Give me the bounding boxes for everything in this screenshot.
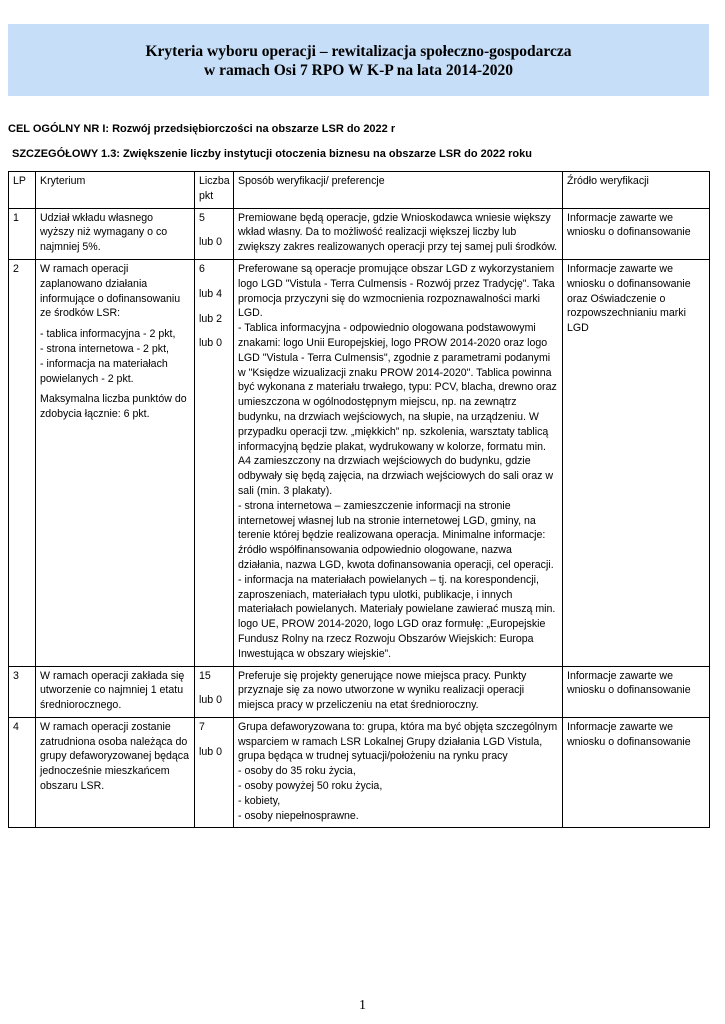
table-row (9, 717, 710, 828)
points-option: lub 0 (199, 236, 222, 249)
points-option: lub 4 (199, 287, 222, 300)
header-lp: LP (9, 172, 36, 209)
criteria-table (8, 171, 710, 828)
list-item: - kobiety, (238, 794, 281, 807)
points-option: lub 0 (199, 745, 222, 758)
cell-method (234, 259, 563, 666)
table-header-row (9, 172, 710, 209)
criterion-item: - tablica informacyjna - 2 pkt, (40, 328, 176, 341)
criterion-item: - strona internetowa - 2 pkt, (40, 342, 169, 355)
method-paragraph: - strona internetowa – zamieszczenie informacji na stronie internetowej własnej lub na stronie internetowej LGD, gminy, na terenie której będzie realizowana operacja. Minimalne informacje: źródło współfinansowania odpowiednio ologowane, nazwa działania, nazwa LGD, kwota dofinansowania operacji, cel operacji. (238, 499, 554, 571)
cell-points (195, 666, 234, 717)
general-goal-heading: CEL OGÓLNY NR I: Rozwój przedsiębiorczości na obszarze LSR do 2022 r (8, 123, 396, 135)
criterion-max-points: Maksymalna liczba punktów do zdobycia łącznie: 6 pkt. (40, 393, 187, 421)
cell-source: Informacje zawarte we wniosku o dofinansowanie (563, 208, 710, 259)
points-option: 6 (199, 262, 205, 275)
list-item: - osoby powyżej 50 roku życia, (238, 780, 383, 793)
page-number: 1 (359, 998, 366, 1013)
cell-method (234, 717, 563, 828)
group-list (238, 764, 558, 823)
specific-goal-heading: SZCZEGÓŁOWY 1.3: Zwiększenie liczby instytucji otoczenia biznesu na obszarze LSR do 2022 roku (12, 148, 532, 160)
cell-lp: 4 (9, 717, 36, 828)
cell-method: Premiowane będą operacje, gdzie Wnioskodawca wniesie większy wkład własny. Da to możliwość realizacji większej liczby lub zwiększy zakres realizowanych operacji przy tej samej puli środków. (234, 208, 563, 259)
cell-points (195, 717, 234, 828)
cell-source: Informacje zawarte we wniosku o dofinansowanie (563, 717, 710, 828)
header-method: Sposób weryfikacji/ preferencje (234, 172, 563, 209)
header-points: Liczba pkt (195, 172, 234, 209)
cell-criterion (36, 259, 195, 666)
header-source: Źródło weryfikacji (563, 172, 710, 209)
cell-points (195, 208, 234, 259)
method-paragraph: - Tablica informacyjna - odpowiednio ologowana podstawowymi znakami: logo Unii Europejskiej, logo PROW 2014-2020 oraz logo LGD "Vistula - Terra Culmensis", zgodnie z parametrami podanymi w "Księdze wizualizacji znaku PROW 2014-2020". Tablica powinna być wykonana z materiału trwałego, typu: PCV, blacha, drewno oraz umieszczona w ogólnodostępnym miejscu, np. na zewnątrz budynku, na drzwiach wejściowych, na słupie, na urządzeniu. W przypadku operacji tzw. „miękkich” np. szkolenia, warsztaty tablicą informacyjną będzie plakat, wydrukowany w kolorze, formatu min. A4 zamieszczony na drzwiach wejściowych do budynku, gdzie odbywały się będą zajęcia, na drzwiach wejściowych do sali oraz w sali (min. 3 plakaty). (238, 322, 557, 497)
points-option: 7 (199, 720, 205, 733)
cell-lp: 2 (9, 259, 36, 666)
header-criterion: Kryterium (36, 172, 195, 209)
points-option: lub 0 (199, 337, 222, 350)
list-item: - osoby do 35 roku życia, (238, 765, 356, 778)
method-paragraph: Preferowane są operacje promujące obszar LGD z wykorzystaniem logo LGD "Vistula - Terra Culmensis - Rozwój przez Tradycję". Taka promocja przyczyni się do wzmocnienia rozpoznawalności marki LGD. (238, 262, 555, 320)
points-option: 5 (199, 211, 205, 224)
cell-source: Informacje zawarte we wniosku o dofinansowanie oraz Oświadczenie o rozpowszechnianiu marki LGD (563, 259, 710, 666)
cell-method: Preferuje się projekty generujące nowe miejsca pracy. Punkty przyznaje się za nowo utworzone w wyniku realizacji operacji miejsca pracy w przeliczeniu na etat średnioroczny. (234, 666, 563, 717)
cell-source: Informacje zawarte we wniosku o dofinansowanie (563, 666, 710, 717)
points-option: lub 0 (199, 694, 222, 707)
cell-criterion: W ramach operacji zakłada się utworzenie co najmniej 1 etatu średniorocznego. (36, 666, 195, 717)
points-option: lub 2 (199, 312, 222, 325)
cell-criterion: W ramach operacji zostanie zatrudniona osoba należąca do grupy defaworyzowanej będąca jednocześnie mieszkańcem obszaru LSR. (36, 717, 195, 828)
cell-lp: 3 (9, 666, 36, 717)
table-row (9, 259, 710, 666)
method-intro: Grupa defaworyzowana to: grupa, która ma być objęta szczególnym wsparciem w ramach LSR Lokalnej Grupy działania LGD Vistula, grupa będąca w trudnej sytuacji/położeniu na rynku pracy (238, 720, 558, 763)
list-item: - osoby niepełnosprawne. (238, 809, 359, 822)
cell-lp: 1 (9, 208, 36, 259)
cell-points (195, 259, 234, 666)
table-row (9, 208, 710, 259)
document-title-banner (8, 24, 709, 96)
title-line-1: Kryteria wyboru operacji – rewitalizacja społeczno-gospodarcza (145, 43, 572, 60)
points-option: 15 (199, 669, 211, 682)
method-paragraph: - informacja na materiałach powielanych – tj. na korespondencji, zaproszeniach, materiałach typu ulotki, publikacje, i innych materiałach powielanych. Materiały powielane zawierać muszą min. logo UE, PROW 2014-2020, logo LGD oraz formułę: „Europejskie Fundusz Rolny na rzecz Rozwoju Obszarów Wiejskich: Europa Inwestująca w obszary wiejskie”. (238, 573, 556, 660)
criterion-item: - informacja na materiałach powielanych - 2 pkt. (40, 357, 168, 385)
title-line-2: w ramach Osi 7 RPO W K-P na lata 2014-2020 (204, 62, 513, 79)
table-row (9, 666, 710, 717)
cell-criterion: Udział wkładu własnego wyższy niż wymagany o co najmniej 5%. (36, 208, 195, 259)
criterion-intro: W ramach operacji zaplanowano działania informujące o dofinansowaniu ze środków LSR: (40, 262, 181, 320)
